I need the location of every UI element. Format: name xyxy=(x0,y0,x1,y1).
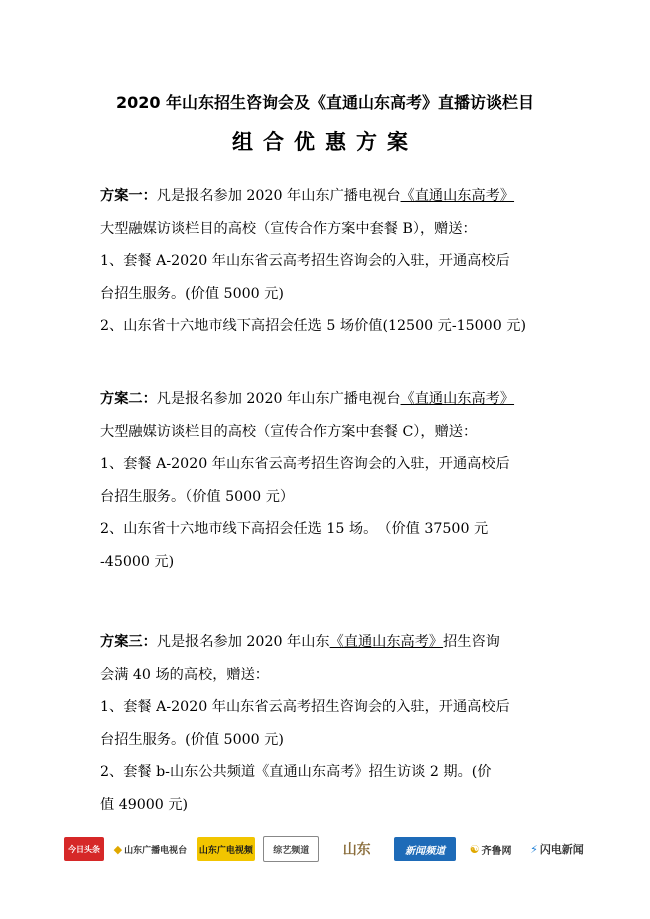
plan-one-line-5: 2、山东省十六地市线下高招会任选 5 场价值(12500 元-15000 元) xyxy=(100,318,526,334)
plan-three-line-6: 值 49000 元) xyxy=(100,796,189,813)
plan-two-section xyxy=(100,383,560,578)
plan-one-line-4: 台招生服务。(价值 5000 元) xyxy=(100,285,284,302)
plan-one-label: 方案一： xyxy=(100,188,157,204)
lightning-news-logo: ⚡ 闪电新闻 xyxy=(530,842,584,856)
plan-one-section xyxy=(100,180,560,343)
plan-three-line-5: 2、套餐 b-山东公共频道《直通山东高考》招生访谈 2 期。(价 xyxy=(100,764,492,780)
plan-one-line-3: 1、套餐 A-2020 年山东省云高考招生咨询会的入驻，开通高校后 xyxy=(100,253,510,269)
plan-three-line-2: 会满 40 场的高校，赠送： xyxy=(100,666,269,683)
news-app-logo: 今日头条 xyxy=(64,837,104,861)
shandong-logo: 山东 xyxy=(342,842,371,858)
plan-three-section xyxy=(100,626,560,821)
plan-three-program-link: 《直通山东高考》 xyxy=(329,634,444,650)
plan-two-program-link: 《直通山东高考》 xyxy=(400,391,515,407)
plan-three-line-4: 台招生服务。(价值 5000 元) xyxy=(100,731,284,748)
plan-three-intro: 凡是报名参加 2020 年山东 xyxy=(156,634,330,650)
plan-three-label: 方案三： xyxy=(100,634,157,650)
plan-one-intro: 凡是报名参加 2020 年山东广播电视台 xyxy=(156,188,401,204)
plan-two-line-3: 1、套餐 A-2020 年山东省云高考招生咨询会的入驻，开通高校后 xyxy=(100,456,510,472)
plan-two-label: 方案二： xyxy=(100,391,157,407)
footer-logo-strip xyxy=(64,832,589,866)
plan-two-line-4: 台招生服务。（价值 5000 元） xyxy=(100,488,295,505)
plan-three-intro-tail: 招生咨询 xyxy=(443,634,500,650)
plan-one-line-2: 大型融媒访谈栏目的高校（宣传合作方案中套餐 B），赠送： xyxy=(100,220,477,237)
plan-two-line-2: 大型融媒访谈栏目的高校（宣传合作方案中套餐 C），赠送： xyxy=(100,423,478,440)
news-channel-logo: 新闻频道 xyxy=(394,837,456,861)
plan-one-line-1 xyxy=(100,180,560,213)
plan-two-intro: 凡是报名参加 2020 年山东广播电视台 xyxy=(156,391,401,407)
plan-two-line-1 xyxy=(100,383,560,416)
variety-channel-logo: 综艺频道 xyxy=(263,836,319,862)
plan-one-program-link: 《直通山东高考》 xyxy=(400,188,515,204)
sd-video-logo: 山东广电视频 xyxy=(197,837,255,861)
plan-two-line-5: 2、山东省十六地市线下高招会任选 15 场。 （价值 37500 元 xyxy=(100,521,489,537)
document-subtitle: 组合优惠方案 xyxy=(232,130,418,154)
document-title: 2020 年山东招生咨询会及《直通山东高考》直播访谈栏目 xyxy=(115,93,535,112)
sdtv-logo: ◆ 山东广播电视台 xyxy=(113,842,188,856)
plan-three-line-3: 1、套餐 A-2020 年山东省云高考招生咨询会的入驻，开通高校后 xyxy=(100,699,510,715)
qilu-net-logo: ☯ 齐鲁网 xyxy=(469,842,512,857)
plan-two-line-6: -45000 元) xyxy=(100,553,175,570)
plan-three-line-1 xyxy=(100,626,560,659)
